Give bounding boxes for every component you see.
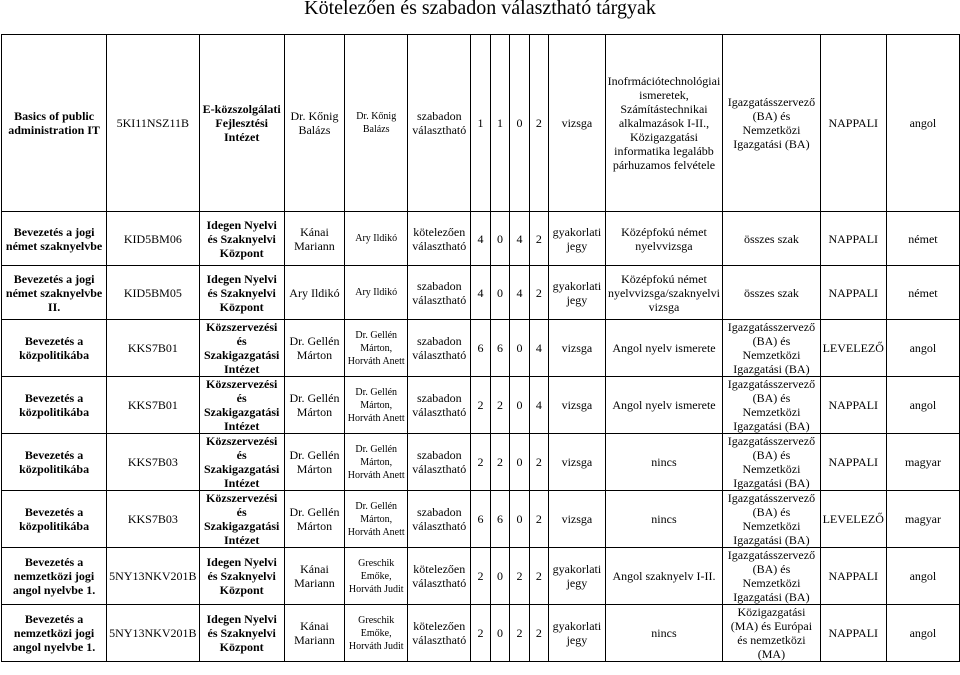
language: angol (886, 377, 959, 434)
study-mode: NAPPALI (820, 212, 886, 266)
program: összes szak (723, 212, 820, 266)
course-code: 5NY13NKV201B (107, 548, 199, 605)
hours-2: 2 (490, 377, 509, 434)
table-row (2, 266, 960, 320)
institute: Idegen Nyelvi és Szaknyelvi Központ (199, 266, 284, 320)
hours-2: 1 (490, 35, 509, 212)
hours-2: 2 (490, 434, 509, 491)
language: magyar (886, 434, 959, 491)
hours-2: 0 (490, 266, 509, 320)
program: Igazgatásszervező (BA) és Nemzetközi Igazgatási (BA) (723, 377, 820, 434)
hours-1: 6 (471, 320, 490, 377)
study-mode: NAPPALI (820, 35, 886, 212)
course-code: KKS7B03 (107, 434, 199, 491)
teacher: Dr. Gellén Márton, Horváth Anett (345, 491, 408, 548)
course-type: szabadon választható (408, 377, 471, 434)
course-type: kötelezően választható (408, 212, 471, 266)
responsible-person: Dr. Gellén Márton (284, 377, 344, 434)
hours-1: 2 (471, 605, 490, 662)
hours-2: 0 (490, 212, 509, 266)
credit: 4 (529, 320, 548, 377)
hours-1: 2 (471, 377, 490, 434)
hours-1: 4 (471, 266, 490, 320)
prerequisite: Középfokú német nyelvvizsga/szaknyelvi vizsga (605, 266, 723, 320)
course-type: szabadon választható (408, 320, 471, 377)
program: Igazgatásszervező (BA) és Nemzetközi Igazgatási (BA) (723, 491, 820, 548)
language: angol (886, 605, 959, 662)
course-name: Bevezetés a jogi német szaknyelvbe II. (2, 266, 107, 320)
table-row (2, 434, 960, 491)
prerequisite: Angol nyelv ismerete (605, 320, 723, 377)
course-code: 5KI11NSZ11B (107, 35, 199, 212)
hours-1: 2 (471, 434, 490, 491)
study-mode: NAPPALI (820, 548, 886, 605)
teacher: Greschik Emőke, Horváth Judit (345, 605, 408, 662)
prerequisite: nincs (605, 491, 723, 548)
hours-2: 0 (490, 605, 509, 662)
institute: Idegen Nyelvi és Szaknyelvi Központ (199, 212, 284, 266)
program: összes szak (723, 266, 820, 320)
program: Igazgatásszervező (BA) és Nemzetközi Igazgatási (BA) (723, 320, 820, 377)
exam-type: gyakorlati jegy (549, 605, 605, 662)
hours-3: 0 (510, 320, 529, 377)
institute: Idegen Nyelvi és Szaknyelvi Központ (199, 605, 284, 662)
course-type: kötelezően választható (408, 605, 471, 662)
program: Igazgatásszervező (BA) és Nemzetközi Igazgatási (BA) (723, 434, 820, 491)
prerequisite: Inofrmációtechnológiai ismeretek, Számítástechnikai alkalmazások I-II., Közigazgatási informatika legalább párhuzamos felvétele (605, 35, 723, 212)
course-name: Bevezetés a nemzetközi jogi angol nyelvbe 1. (2, 605, 107, 662)
credit: 2 (529, 605, 548, 662)
prerequisite: Angol nyelv ismerete (605, 377, 723, 434)
table-row (2, 35, 960, 212)
institute: Közszervezési és Szakigazgatási Intézet (199, 377, 284, 434)
course-name: Bevezetés a közpolitikába (2, 377, 107, 434)
exam-type: vizsga (549, 35, 605, 212)
teacher: Dr. Gellén Márton, Horváth Anett (345, 434, 408, 491)
teacher: Greschik Emőke, Horváth Judit (345, 548, 408, 605)
study-mode: NAPPALI (820, 434, 886, 491)
course-type: szabadon választható (408, 491, 471, 548)
credit: 2 (529, 35, 548, 212)
course-type: kötelezően választható (408, 548, 471, 605)
language: német (886, 266, 959, 320)
course-type: szabadon választható (408, 266, 471, 320)
responsible-person: Dr. Gellén Márton (284, 491, 344, 548)
responsible-person: Kánai Mariann (284, 548, 344, 605)
hours-3: 2 (510, 605, 529, 662)
course-name: Basics of public administration IT (2, 35, 107, 212)
hours-3: 2 (510, 548, 529, 605)
course-name: Bevezetés a nemzetközi jogi angol nyelvbe 1. (2, 548, 107, 605)
language: angol (886, 35, 959, 212)
responsible-person: Dr. Kőnig Balázs (284, 35, 344, 212)
language: magyar (886, 491, 959, 548)
table-row (2, 320, 960, 377)
course-name: Bevezetés a közpolitikába (2, 320, 107, 377)
hours-2: 6 (490, 491, 509, 548)
teacher: Ary Ildikó (345, 212, 408, 266)
study-mode: NAPPALI (820, 605, 886, 662)
language: angol (886, 548, 959, 605)
institute: Idegen Nyelvi és Szaknyelvi Központ (199, 548, 284, 605)
responsible-person: Dr. Gellén Márton (284, 434, 344, 491)
table-row (2, 377, 960, 434)
institute: Közszervezési és Szakigazgatási Intézet (199, 434, 284, 491)
responsible-person: Kánai Mariann (284, 605, 344, 662)
responsible-person: Ary Ildikó (284, 266, 344, 320)
table-row (2, 605, 960, 662)
credit: 2 (529, 548, 548, 605)
hours-3: 4 (510, 266, 529, 320)
hours-3: 0 (510, 35, 529, 212)
study-mode: NAPPALI (820, 377, 886, 434)
hours-3: 0 (510, 377, 529, 434)
course-name: Bevezetés a közpolitikába (2, 491, 107, 548)
hours-2: 0 (490, 548, 509, 605)
course-code: KKS7B01 (107, 320, 199, 377)
teacher: Dr. Kőnig Balázs (345, 35, 408, 212)
institute: Közszervezési és Szakigazgatási Intézet (199, 491, 284, 548)
course-code: KKS7B03 (107, 491, 199, 548)
hours-3: 0 (510, 434, 529, 491)
language: német (886, 212, 959, 266)
course-code: 5NY13NKV201B (107, 605, 199, 662)
prerequisite: nincs (605, 605, 723, 662)
hours-1: 6 (471, 491, 490, 548)
exam-type: vizsga (549, 320, 605, 377)
hours-3: 4 (510, 212, 529, 266)
credit: 2 (529, 491, 548, 548)
courses-table (1, 34, 960, 662)
responsible-person: Kánai Mariann (284, 212, 344, 266)
hours-1: 2 (471, 548, 490, 605)
course-code: KID5BM05 (107, 266, 199, 320)
hours-1: 1 (471, 35, 490, 212)
credit: 2 (529, 434, 548, 491)
responsible-person: Dr. Gellén Márton (284, 320, 344, 377)
language: angol (886, 320, 959, 377)
prerequisite: nincs (605, 434, 723, 491)
page-title: Kötelezően és szabadon választható tárgyak (304, 0, 656, 19)
study-mode: LEVELEZŐ (820, 491, 886, 548)
course-code: KKS7B01 (107, 377, 199, 434)
course-type: szabadon választható (408, 434, 471, 491)
credit: 2 (529, 266, 548, 320)
course-name: Bevezetés a közpolitikába (2, 434, 107, 491)
exam-type: vizsga (549, 434, 605, 491)
course-type: szabadon választható (408, 35, 471, 212)
table-row (2, 548, 960, 605)
exam-type: vizsga (549, 491, 605, 548)
teacher: Ary Ildikó (345, 266, 408, 320)
credit: 4 (529, 377, 548, 434)
hours-1: 4 (471, 212, 490, 266)
exam-type: gyakorlati jegy (549, 212, 605, 266)
hours-2: 6 (490, 320, 509, 377)
table-row (2, 491, 960, 548)
institute: E-közszolgálati Fejlesztési Intézet (199, 35, 284, 212)
credit: 2 (529, 212, 548, 266)
study-mode: LEVELEZŐ (820, 320, 886, 377)
exam-type: gyakorlati jegy (549, 266, 605, 320)
exam-type: vizsga (549, 377, 605, 434)
course-code: KID5BM06 (107, 212, 199, 266)
prerequisite: Angol szaknyelv I-II. (605, 548, 723, 605)
hours-3: 0 (510, 491, 529, 548)
program: Igazgatásszervező (BA) és Nemzetközi Igazgatási (BA) (723, 35, 820, 212)
table-row (2, 212, 960, 266)
study-mode: NAPPALI (820, 266, 886, 320)
teacher: Dr. Gellén Márton, Horváth Anett (345, 377, 408, 434)
institute: Közszervezési és Szakigazgatási Intézet (199, 320, 284, 377)
course-name: Bevezetés a jogi német szaknyelvbe (2, 212, 107, 266)
program: Közigazgatási (MA) és Európai és nemzetközi (MA) (723, 605, 820, 662)
teacher: Dr. Gellén Márton, Horváth Anett (345, 320, 408, 377)
prerequisite: Középfokú német nyelvvizsga (605, 212, 723, 266)
exam-type: gyakorlati jegy (549, 548, 605, 605)
program: Igazgatásszervező (BA) és Nemzetközi Igazgatási (BA) (723, 548, 820, 605)
